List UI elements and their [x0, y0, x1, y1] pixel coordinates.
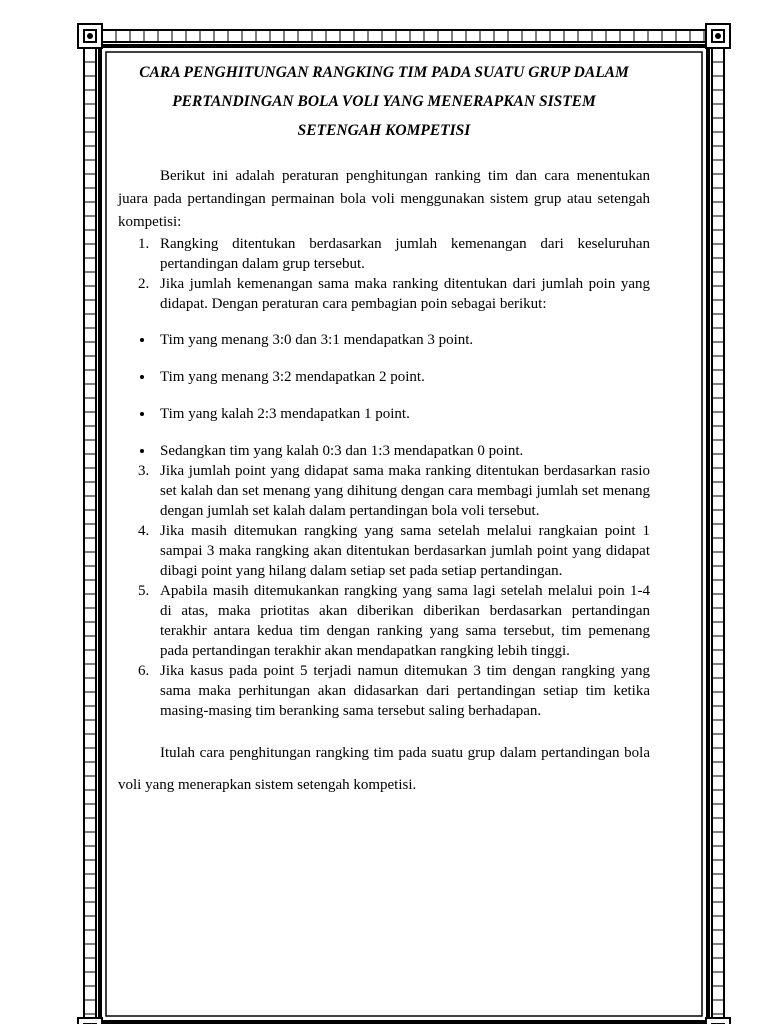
- title-line: CARA PENGHITUNGAN RANGKING TIM PADA SUATU GRUP DALAM: [139, 64, 629, 81]
- bullet-item: [118, 404, 650, 424]
- list-item: [118, 581, 650, 661]
- list-number: 1.: [138, 236, 150, 252]
- list-item: [118, 661, 650, 721]
- document-body: [118, 58, 650, 801]
- list-number: 3.: [138, 463, 150, 479]
- bullet-icon: [140, 375, 144, 379]
- bullet-icon: [140, 338, 144, 342]
- bullet-text: Tim yang kalah 2:3 mendapatkan 1 point.: [160, 406, 410, 422]
- list-item: [118, 521, 650, 581]
- list-number: 4.: [138, 523, 150, 539]
- bullet-icon: [140, 449, 144, 453]
- bullet-icon: [140, 412, 144, 416]
- list-number: 5.: [138, 583, 150, 599]
- list-number: 2.: [138, 276, 150, 292]
- list-item-text: Jika kasus pada point 5 terjadi namun ditemukan 3 tim dengan rangking yang sama maka perhitungan akan didasarkan dari pertandingan setiap tim ketika masing-masing tim beranking sama tersebut saling berhadapan.: [160, 663, 650, 719]
- bullet-text: Tim yang menang 3:2 mendapatkan 2 point.: [160, 369, 425, 385]
- list-item: [118, 461, 650, 521]
- bullet-item: [118, 367, 650, 387]
- bullet-item: [118, 441, 650, 461]
- list-item-text: Jika jumlah kemenangan sama maka ranking ditentukan dari jumlah poin yang didapat. Dengan peraturan cara pembagian poin sebagai berikut:: [160, 276, 650, 312]
- list-item: [118, 234, 650, 274]
- list-item-text: Apabila masih ditemukankan rangking yang sama lagi setelah melalui poin 1-4 di atas, maka priotitas akan diberikan diberikan berdasarkan pertandingan terakhir antara kedua tim dengan ranking yang sama tersebut, tim pemenang pada pertandingan terakhir akan mendapatkan rangking lebih tinggi.: [160, 583, 650, 659]
- list-item: [118, 274, 650, 314]
- page-title: [118, 58, 650, 145]
- list-item-text: Jika jumlah point yang didapat sama maka ranking ditentukan berdasarkan rasio set kalah dan set menang yang dihitung dengan cara membagi jumlah set menang dengan jumlah set kalah dalam pertandingan bola voli tersebut.: [160, 463, 650, 519]
- closing-paragraph: Itulah cara penghitungan rangking tim pada suatu grup dalam pertandingan bola voli yang menerapkan sistem setengah kompetisi.: [118, 745, 650, 793]
- bullet-item: [118, 330, 650, 350]
- intro-paragraph: Berikut ini adalah peraturan penghitungan ranking tim dan cara menentukan juara pada pertandingan permainan bola voli menggunakan sistem grup atau setengah kompetisi:: [118, 168, 650, 230]
- bullet-text: Sedangkan tim yang kalah 0:3 dan 1:3 mendapatkan 0 point.: [160, 443, 524, 459]
- points-list: [118, 330, 650, 461]
- rules-list-rest: [118, 461, 650, 721]
- title-line: SETENGAH KOMPETISI: [297, 122, 471, 139]
- rules-list-first: [118, 234, 650, 314]
- bullet-text: Tim yang menang 3:0 dan 3:1 mendapatkan 3 point.: [160, 332, 474, 348]
- title-line: PERTANDINGAN BOLA VOLI YANG MENERAPKAN SISTEM: [172, 93, 596, 110]
- list-item-text: Rangking ditentukan berdasarkan jumlah kemenangan dari keseluruhan pertandingan dalam grup tersebut.: [160, 236, 650, 272]
- list-number: 6.: [138, 663, 150, 679]
- list-item-text: Jika masih ditemukan rangking yang sama setelah melalui rangkaian point 1 sampai 3 maka rangking akan ditentukan berdasarkan jumlah point yang didapat dibagi point yang hilang dalam setiap set pada setiap pertandingan.: [160, 523, 650, 579]
